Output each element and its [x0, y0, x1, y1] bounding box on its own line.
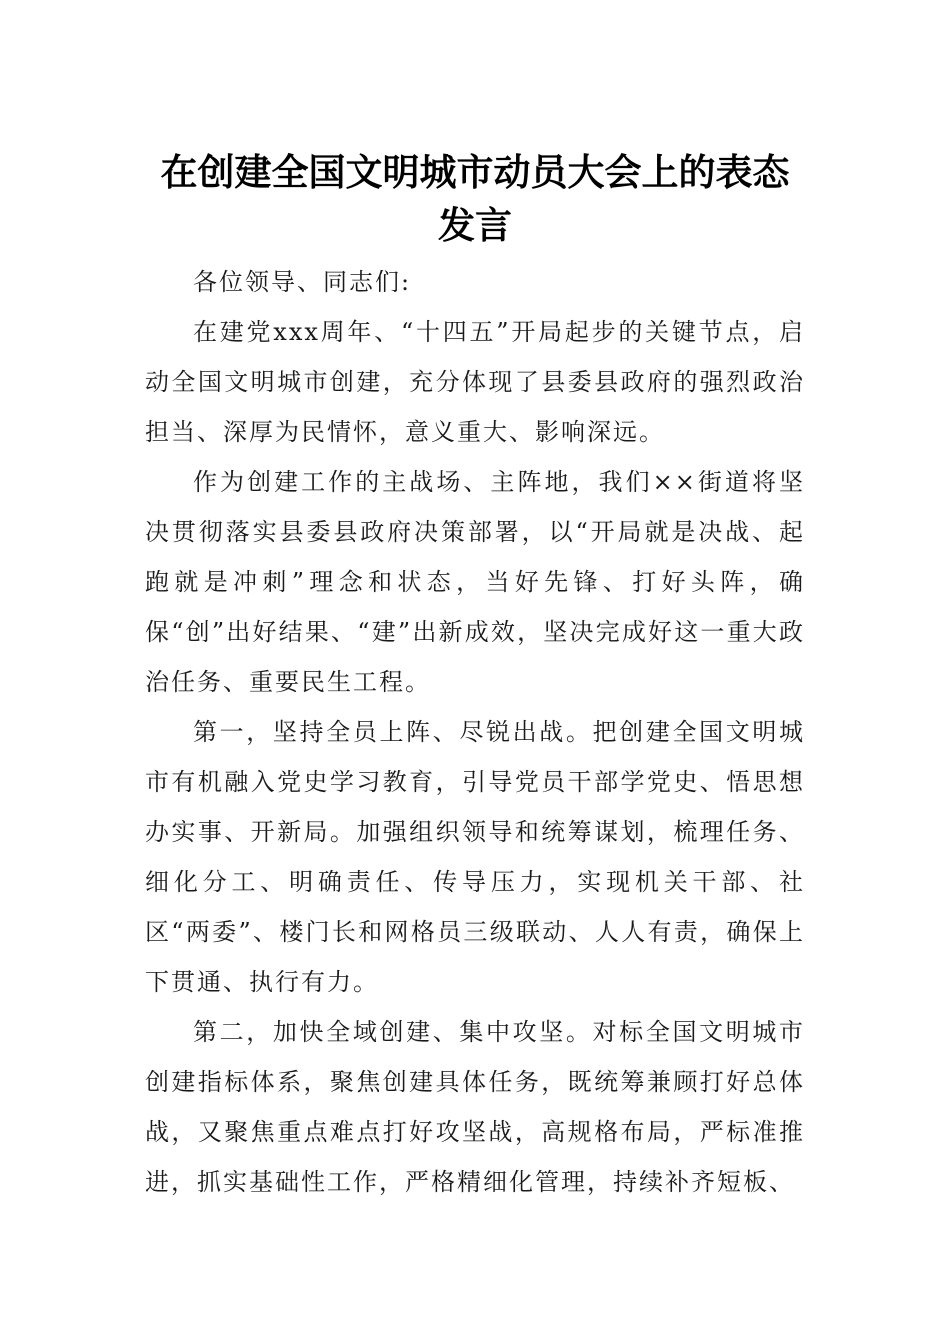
paragraph-4: 第二，加快全域创建、集中攻坚。对标全国文明城市创建指标体系，聚焦创建具体任务，既统筹兼顾打好总体战，又聚焦重点难点打好攻坚战，高规格布局，严标准推进，抓实基础性工作，严格精细化管理，持续补齐短板、: [145, 1018, 805, 1196]
paragraph-3: 第一，坚持全员上阵、尽锐出战。把创建全国文明城市有机融入党史学习教育，引导党员干部学党史、悟思想办实事、开新局。加强组织领导和统筹谋划，梳理任务、细化分工、明确责任、传导压力，实现机关干部、社区“两委”、楼门长和网格员三级联动、人人有责，确保上下贯通、执行有力。: [145, 718, 805, 996]
greeting: 各位领导、同志们:: [193, 268, 412, 296]
paragraph-2: 作为创建工作的主战场、主阵地，我们××街道将坚决贯彻落实县委县政府决策部署，以“开局就是决战、起跑就是冲刺”理念和状态，当好先锋、打好头阵，确保“创”出好结果、“建”出新成效，坚决完成好这一重大政治任务、重要民生工程。: [145, 468, 805, 696]
paragraph-1: 在建党xxx周年、“十四五”开局起步的关键节点，启动全国文明城市创建，充分体现了县委县政府的强烈政治担当、深厚为民情怀，意义重大、影响深远。: [145, 318, 805, 446]
document-body: [145, 257, 805, 1207]
document-title: 在创建全国文明城市动员大会上的表态发言: [160, 150, 790, 247]
